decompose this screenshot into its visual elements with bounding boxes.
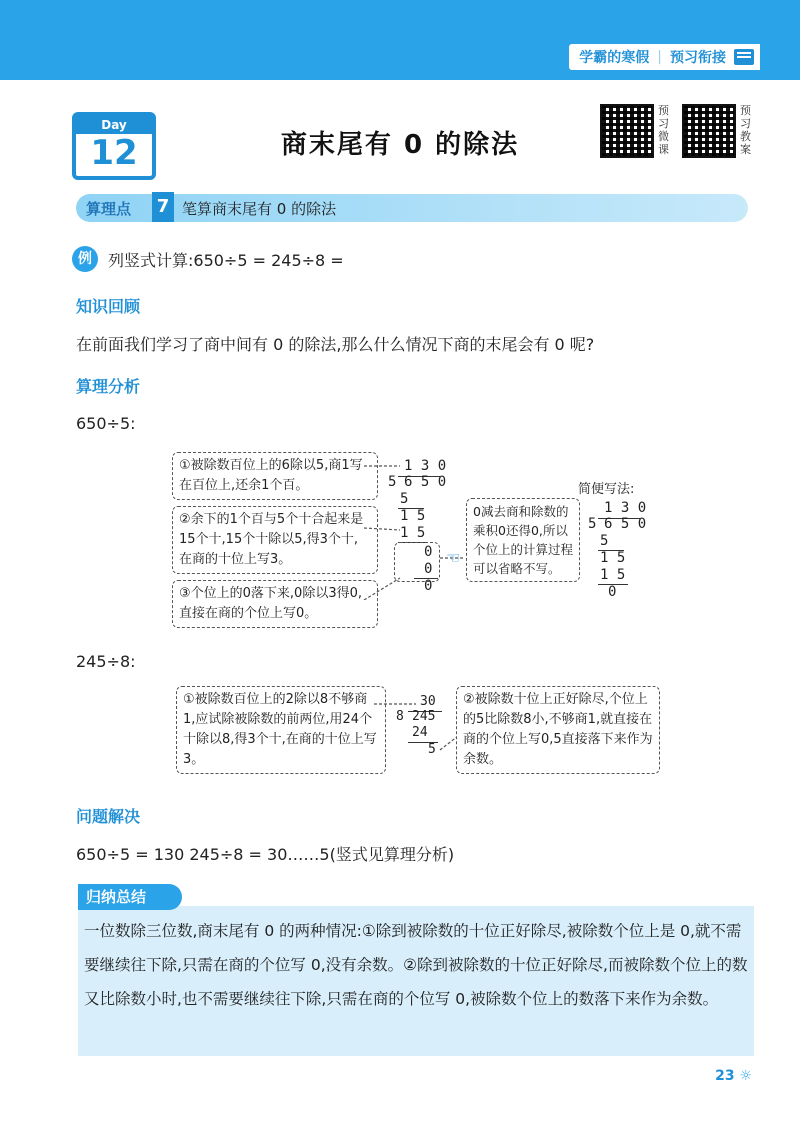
solution-text: 650÷5 = 130 245÷8 = 30……5(竖式见算理分析) <box>76 845 455 864</box>
day-label: Day <box>76 116 152 134</box>
p1-divisor: 5 <box>388 474 397 490</box>
series-separator: | <box>657 49 662 65</box>
short-form-label: 简便写法: <box>578 482 635 497</box>
p2-dividend: 245 <box>412 709 436 724</box>
day-number: 12 <box>90 133 138 173</box>
series-label <box>569 44 760 70</box>
p1-row: 0 <box>424 544 433 560</box>
series-title: 学霸的寒假 <box>579 50 650 66</box>
p2s-quotient: 1 3 0 <box>604 500 647 516</box>
p2-connectors <box>372 696 462 766</box>
sun-icon: ☼ <box>739 1068 752 1084</box>
qr-code-icon[interactable] <box>682 104 736 158</box>
p1-quotient: 1 3 0 <box>404 458 447 474</box>
short-row: 5 <box>600 533 609 549</box>
p2-quotient: 30 <box>420 694 436 709</box>
knowledge-text: 在前面我们学习了商中间有 0 的除法,那么什么情况下商的末尾会有 0 呢? <box>76 335 595 354</box>
qr-code-icon[interactable] <box>600 104 654 158</box>
short-divisor: 5 <box>588 516 597 532</box>
problem2-label: 245÷8: <box>76 652 136 671</box>
knowledge-heading: 知识回顾 <box>76 297 141 316</box>
side-note: 0减去商和除数的乘积0还得0,所以个位上的计算过程可以省略不写。 <box>466 498 580 582</box>
short-row: 1 5 <box>600 550 626 566</box>
p1-row: 1 5 <box>400 525 426 541</box>
p1-row: 1 5 <box>400 508 426 524</box>
p2-row: 5 <box>428 742 436 757</box>
p2-row: 24 <box>412 725 428 740</box>
section-text: 笔算商末尾有 0 的除法 <box>182 200 337 218</box>
connector-lines <box>360 460 480 600</box>
p2-note-2: ②被除数十位上正好除尽,个位上的5比除数8小,不够商1,就直接在商的个位上写0,5直接落下来作为余数。 <box>456 686 660 774</box>
example-icon: 例 <box>72 246 98 272</box>
series-subtitle: 预习衔接 <box>670 50 726 66</box>
summary-tag: 归纳总结 <box>78 884 182 910</box>
p1-dividend: 6 5 0 <box>404 474 447 490</box>
note-step2: ②余下的1个百与5个十合起来是15个十,15个十除以5,得3个十,在商的十位上写3。 <box>172 506 378 574</box>
p1-row: 0 <box>424 578 433 594</box>
note-step3: ③个位上的0落下来,0除以3得0,直接在商的个位上写0。 <box>172 580 378 628</box>
summary-text: 一位数除三位数,商末尾有 0 的两种情况:①除到被除数的十位正好除尽,被除数个位上是 0,就不需要继续往下除,只需在商的个位写 0,没有余数。②除到被除数的十位正好除尽,而被除数个位上的数又比除数小时,也不需要继续往下除,只需在商的个位写 0,被除数个位上的数落下来作为余数。 <box>84 922 748 1008</box>
short-row: 1 5 <box>600 567 626 583</box>
qr-label: 预习教案 <box>740 104 751 156</box>
note-step1: ①被除数百位上的6除以5,商1写在百位上,还余1个百。 <box>172 452 378 500</box>
section-number: 7 <box>152 192 174 222</box>
p2-note-1: ①被除数百位上的2除以8不够商1,应试除被除数的前两位,用24个十除以8,得3个十,在商的十位上写3。 <box>176 686 386 774</box>
p1-row: 0 <box>424 561 433 577</box>
analysis-heading: 算理分析 <box>76 377 141 396</box>
section-header <box>76 194 748 222</box>
problem1-label: 650÷5: <box>76 414 136 433</box>
solution-heading: 问题解决 <box>76 807 141 826</box>
qr-label: 预习微课 <box>658 104 669 156</box>
page-number <box>715 1068 752 1084</box>
qr-group-2[interactable] <box>682 104 754 158</box>
page-title: 商末尾有 0 的除法 <box>280 130 520 160</box>
pointing-hand-icon: ☜ <box>446 548 461 567</box>
day-badge <box>72 112 156 180</box>
p2-divisor: 8 <box>396 709 404 724</box>
book-icon <box>734 49 754 65</box>
short-dividend: 6 5 0 <box>604 516 647 532</box>
qr-group-1[interactable] <box>600 104 672 158</box>
short-row: 0 <box>608 584 617 600</box>
example-text: 列竖式计算:650÷5 = 245÷8 = <box>108 251 344 270</box>
section-key: 算理点 <box>86 200 132 218</box>
p1-row: 5 <box>400 491 409 507</box>
page-number-text: 23 <box>715 1068 735 1084</box>
